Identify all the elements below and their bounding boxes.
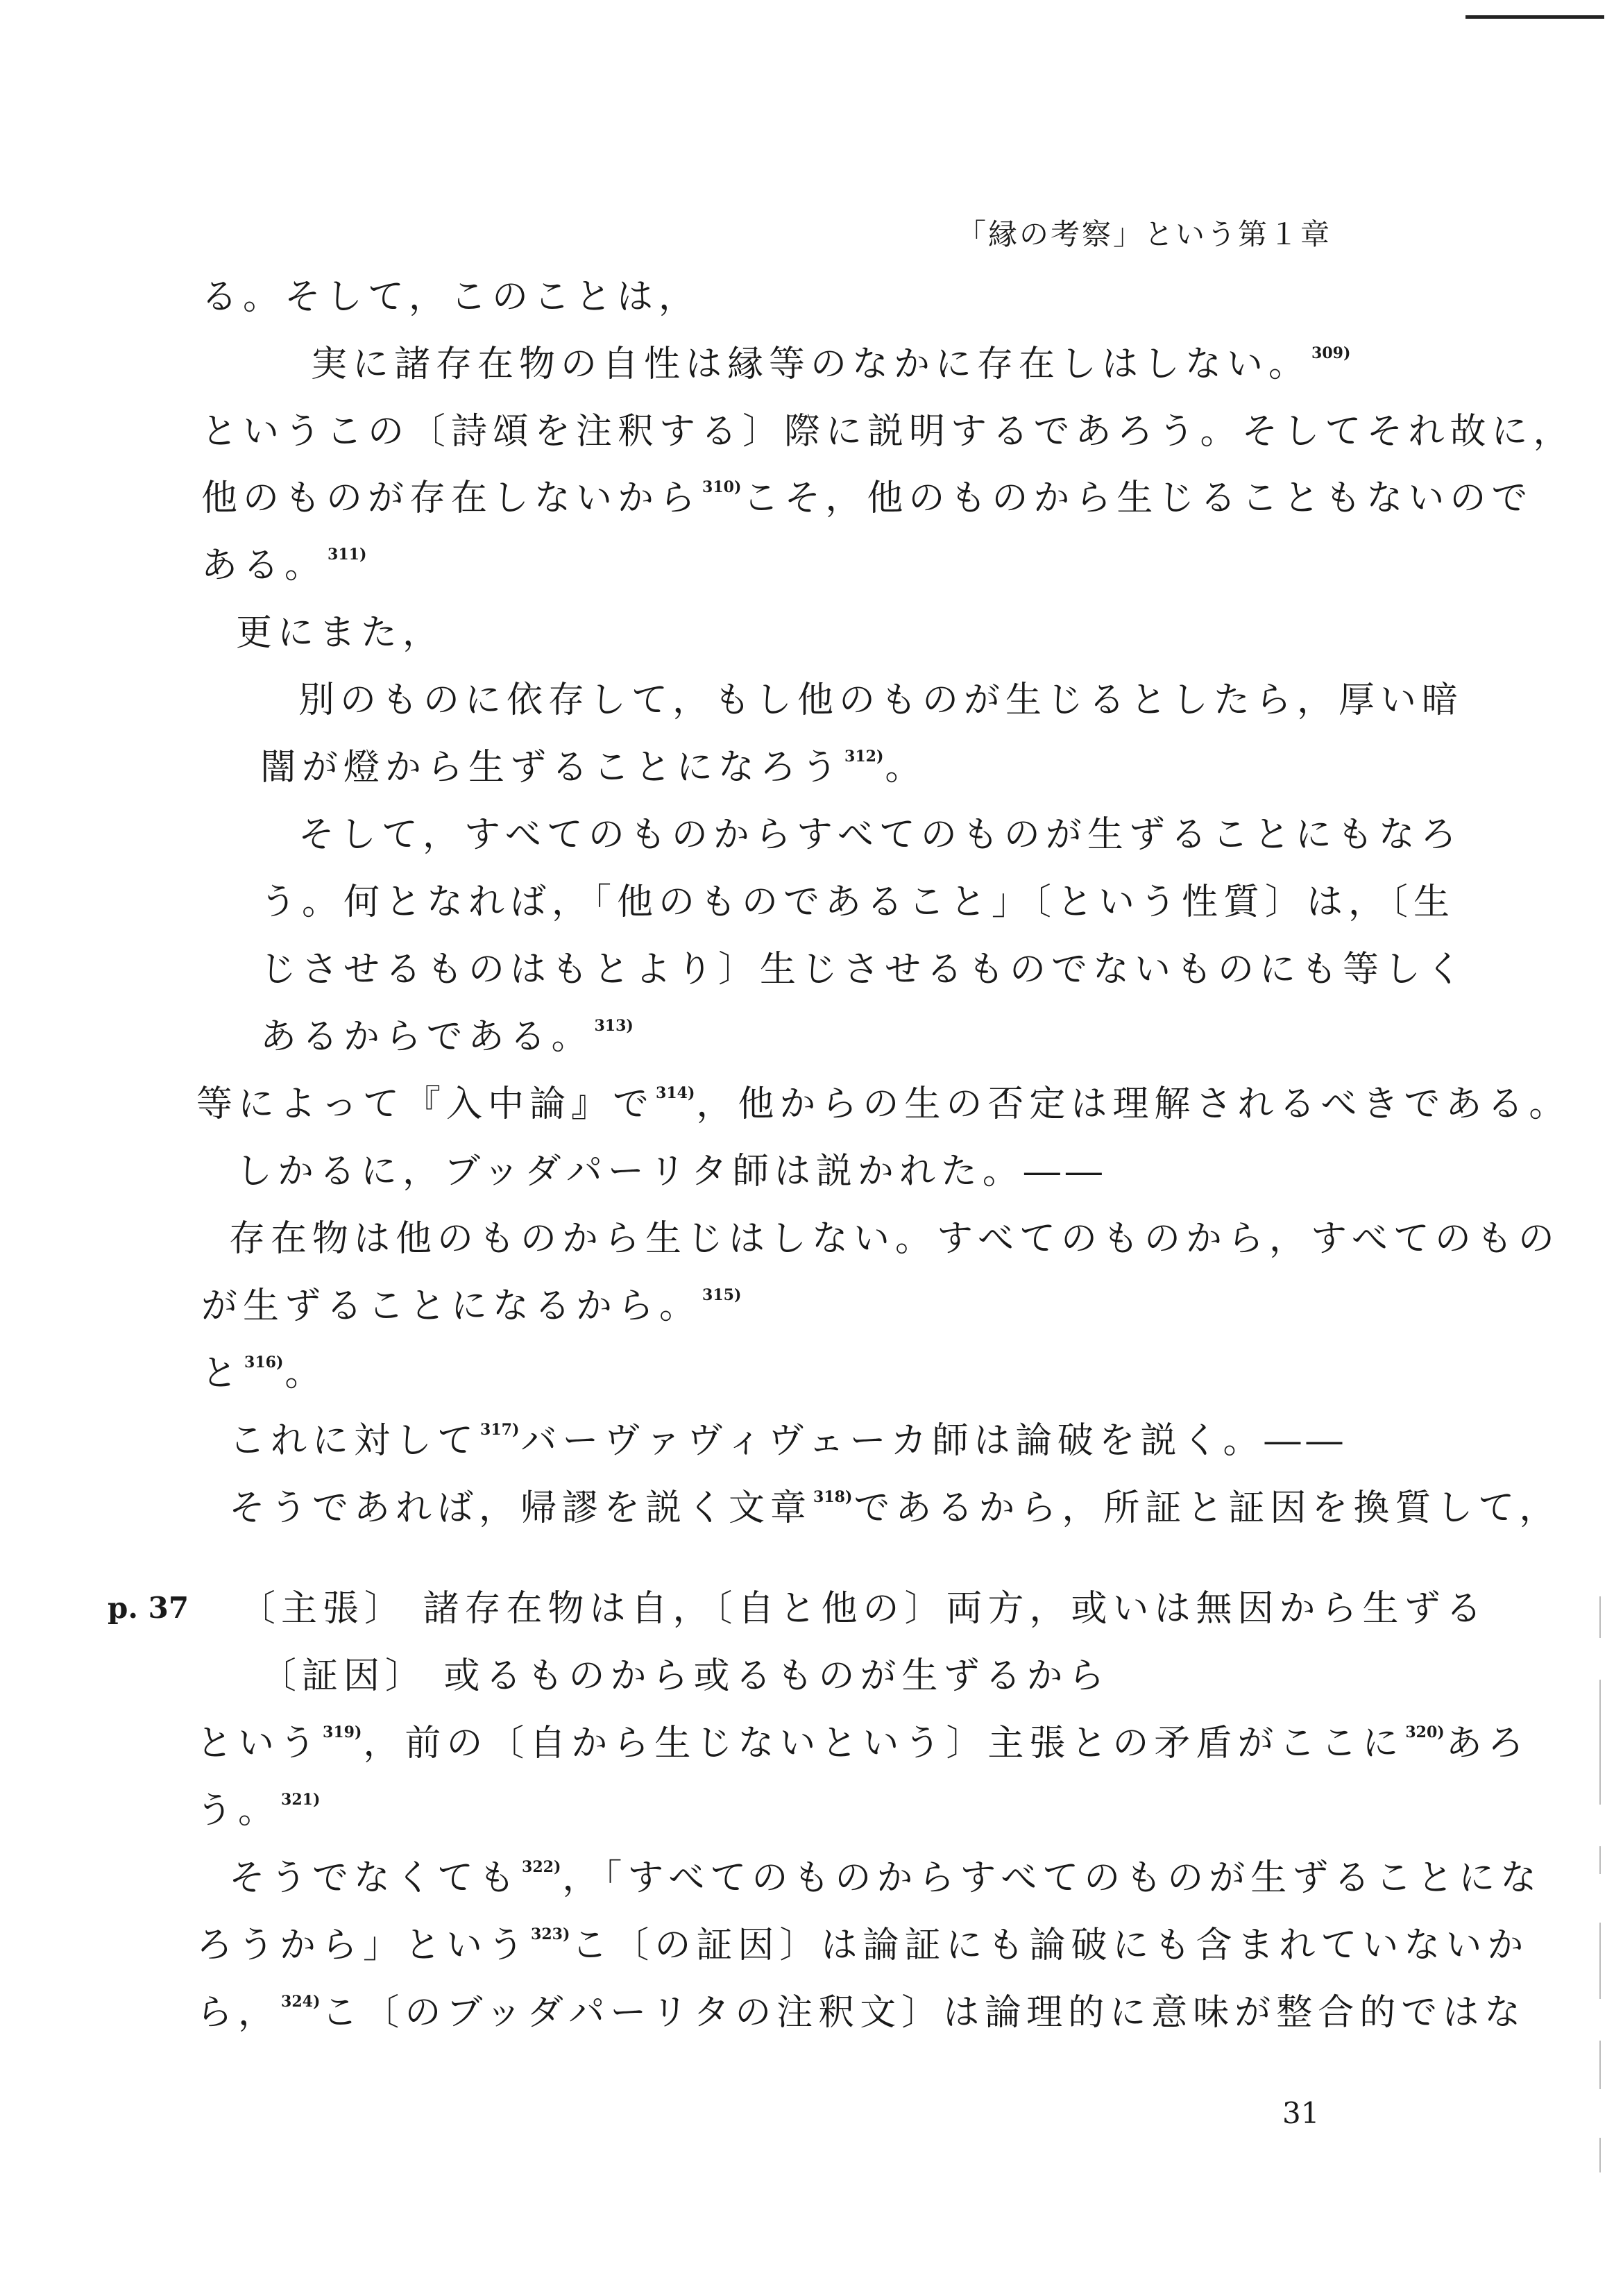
text-line bbox=[196, 1790, 321, 1832]
margin-page-reference: p. 37 bbox=[108, 1591, 189, 1625]
text-run: そして，すべてのものからすべてのものが生ずることにもなろ bbox=[298, 814, 1462, 856]
text-line bbox=[201, 478, 1533, 519]
text-run: う。 bbox=[196, 1790, 280, 1832]
text-run: こそ，他のものから生じることもないので bbox=[742, 478, 1533, 519]
text-run: じさせるものはもとより〕生じさせるものでないものにも等しく bbox=[260, 949, 1468, 990]
text-line bbox=[311, 344, 1352, 385]
footnote-ref: 310) bbox=[702, 478, 742, 496]
text-run: そうであれば，帰謬を説く文章 bbox=[229, 1487, 813, 1529]
footnote-ref: 315) bbox=[702, 1286, 742, 1304]
footnote-ref: 313) bbox=[594, 1017, 634, 1035]
text-line bbox=[196, 1927, 1529, 1964]
text-run: 。 bbox=[284, 1353, 327, 1394]
text-run: ，他からの生の否定は理解されるべきである。 bbox=[696, 1083, 1571, 1125]
text-run: ろうから」という bbox=[196, 1925, 530, 1966]
text-line bbox=[260, 949, 1468, 990]
text-line bbox=[298, 814, 1462, 856]
text-line bbox=[260, 1655, 1110, 1697]
text-run: 〔証因〕 或るものから或るものが生ずるから bbox=[260, 1655, 1110, 1697]
footnote-ref: 318) bbox=[813, 1488, 853, 1506]
text-run: ，前の〔自から生じないという〕主張との矛盾がここに bbox=[363, 1723, 1404, 1764]
text-line bbox=[229, 1857, 1543, 1899]
text-run: る。そして，このことは， bbox=[201, 276, 700, 318]
text-line bbox=[229, 1487, 1561, 1529]
text-run: 更にまた， bbox=[236, 612, 445, 654]
text-run: ，「すべてのものからすべてのものが生ずることにな bbox=[562, 1857, 1543, 1899]
text-line bbox=[298, 679, 1463, 721]
text-line bbox=[260, 747, 927, 788]
text-run: 別のものに依存して，もし他のものが生じるとしたら，厚い暗 bbox=[298, 679, 1463, 721]
text-run: と bbox=[201, 1353, 244, 1394]
text-run: そうでなくても bbox=[229, 1857, 521, 1899]
text-line bbox=[201, 411, 1575, 453]
footnote-ref: 311) bbox=[328, 546, 367, 564]
text-run: しかるに，ブッダパーリタ師は説かれた。―― bbox=[236, 1151, 1107, 1192]
text-run: というこの〔詩頌を注釈する〕際に説明するであろう。そしてそれ故に， bbox=[201, 411, 1575, 453]
footnote-ref: 319) bbox=[323, 1723, 362, 1741]
text-line bbox=[201, 1285, 742, 1327]
text-line bbox=[196, 1725, 1529, 1762]
text-line bbox=[260, 881, 1456, 923]
footnote-ref: 324) bbox=[281, 1993, 321, 2011]
text-line bbox=[196, 1083, 1571, 1125]
text-run: こ〔の証因〕は論証にも論破にも含まれていないか bbox=[571, 1925, 1529, 1966]
text-run: バーヴァヴィヴェーカ師は論破を説く。―― bbox=[520, 1420, 1348, 1462]
footnote-ref: 320) bbox=[1405, 1723, 1445, 1741]
footnote-ref: 321) bbox=[281, 1791, 321, 1809]
text-run: こ〔のブッダパーリタの注釈文〕は論理的に意味が整合的ではな bbox=[321, 1992, 1527, 2034]
page-top-rule bbox=[1465, 15, 1604, 19]
text-run: 闇が燈から生ずることになろう bbox=[260, 747, 844, 788]
scan-edge-marks bbox=[1599, 1596, 1613, 2221]
running-header: 「縁の考察」という第１章 bbox=[956, 217, 1332, 251]
text-run: 等によって『入中論』で bbox=[196, 1083, 655, 1125]
text-run: であるから，所証と証因を換質して， bbox=[853, 1487, 1561, 1529]
text-run: ら， bbox=[196, 1992, 280, 2034]
footnote-ref: 312) bbox=[844, 748, 884, 766]
text-line bbox=[201, 1353, 327, 1394]
footnote-ref: 323) bbox=[531, 1925, 570, 1943]
footnote-ref: 309) bbox=[1311, 344, 1351, 362]
text-line bbox=[239, 1588, 1488, 1630]
text-line bbox=[201, 545, 368, 586]
text-run: これに対して bbox=[229, 1420, 479, 1462]
text-run: という bbox=[196, 1723, 322, 1764]
text-line bbox=[229, 1420, 1348, 1462]
text-run: が生ずることになるから。 bbox=[201, 1285, 702, 1327]
text-run: 。 bbox=[885, 747, 927, 788]
text-run: 存在物は他のものから生じはしない。すべてのものから，すべてのもの bbox=[229, 1218, 1560, 1260]
text-line bbox=[236, 1151, 1107, 1192]
text-run: ある。 bbox=[201, 545, 327, 586]
text-run: 実に諸存在物の自性は縁等のなかに存在しはしない。 bbox=[311, 344, 1311, 385]
text-run: 〔主張〕 諸存在物は自，〔自と他の〕両方，或いは無因から生ずる bbox=[239, 1588, 1488, 1630]
text-line bbox=[229, 1218, 1560, 1260]
footnote-ref: 316) bbox=[244, 1353, 284, 1371]
page-number: 31 bbox=[1282, 2096, 1320, 2130]
footnote-ref: 322) bbox=[522, 1858, 561, 1876]
footnote-ref: 317) bbox=[480, 1421, 520, 1439]
text-line bbox=[236, 612, 445, 654]
text-line bbox=[201, 276, 700, 318]
text-run: あるからである。 bbox=[260, 1016, 593, 1058]
text-line bbox=[260, 1016, 635, 1058]
text-run: う。何となれば，「他のものであること」〔という性質〕は，〔生 bbox=[260, 881, 1456, 923]
footnote-ref: 314) bbox=[656, 1084, 695, 1102]
text-run: 他のものが存在しないから bbox=[201, 478, 702, 519]
text-line bbox=[196, 1992, 1527, 2034]
text-run: あろ bbox=[1445, 1723, 1529, 1764]
